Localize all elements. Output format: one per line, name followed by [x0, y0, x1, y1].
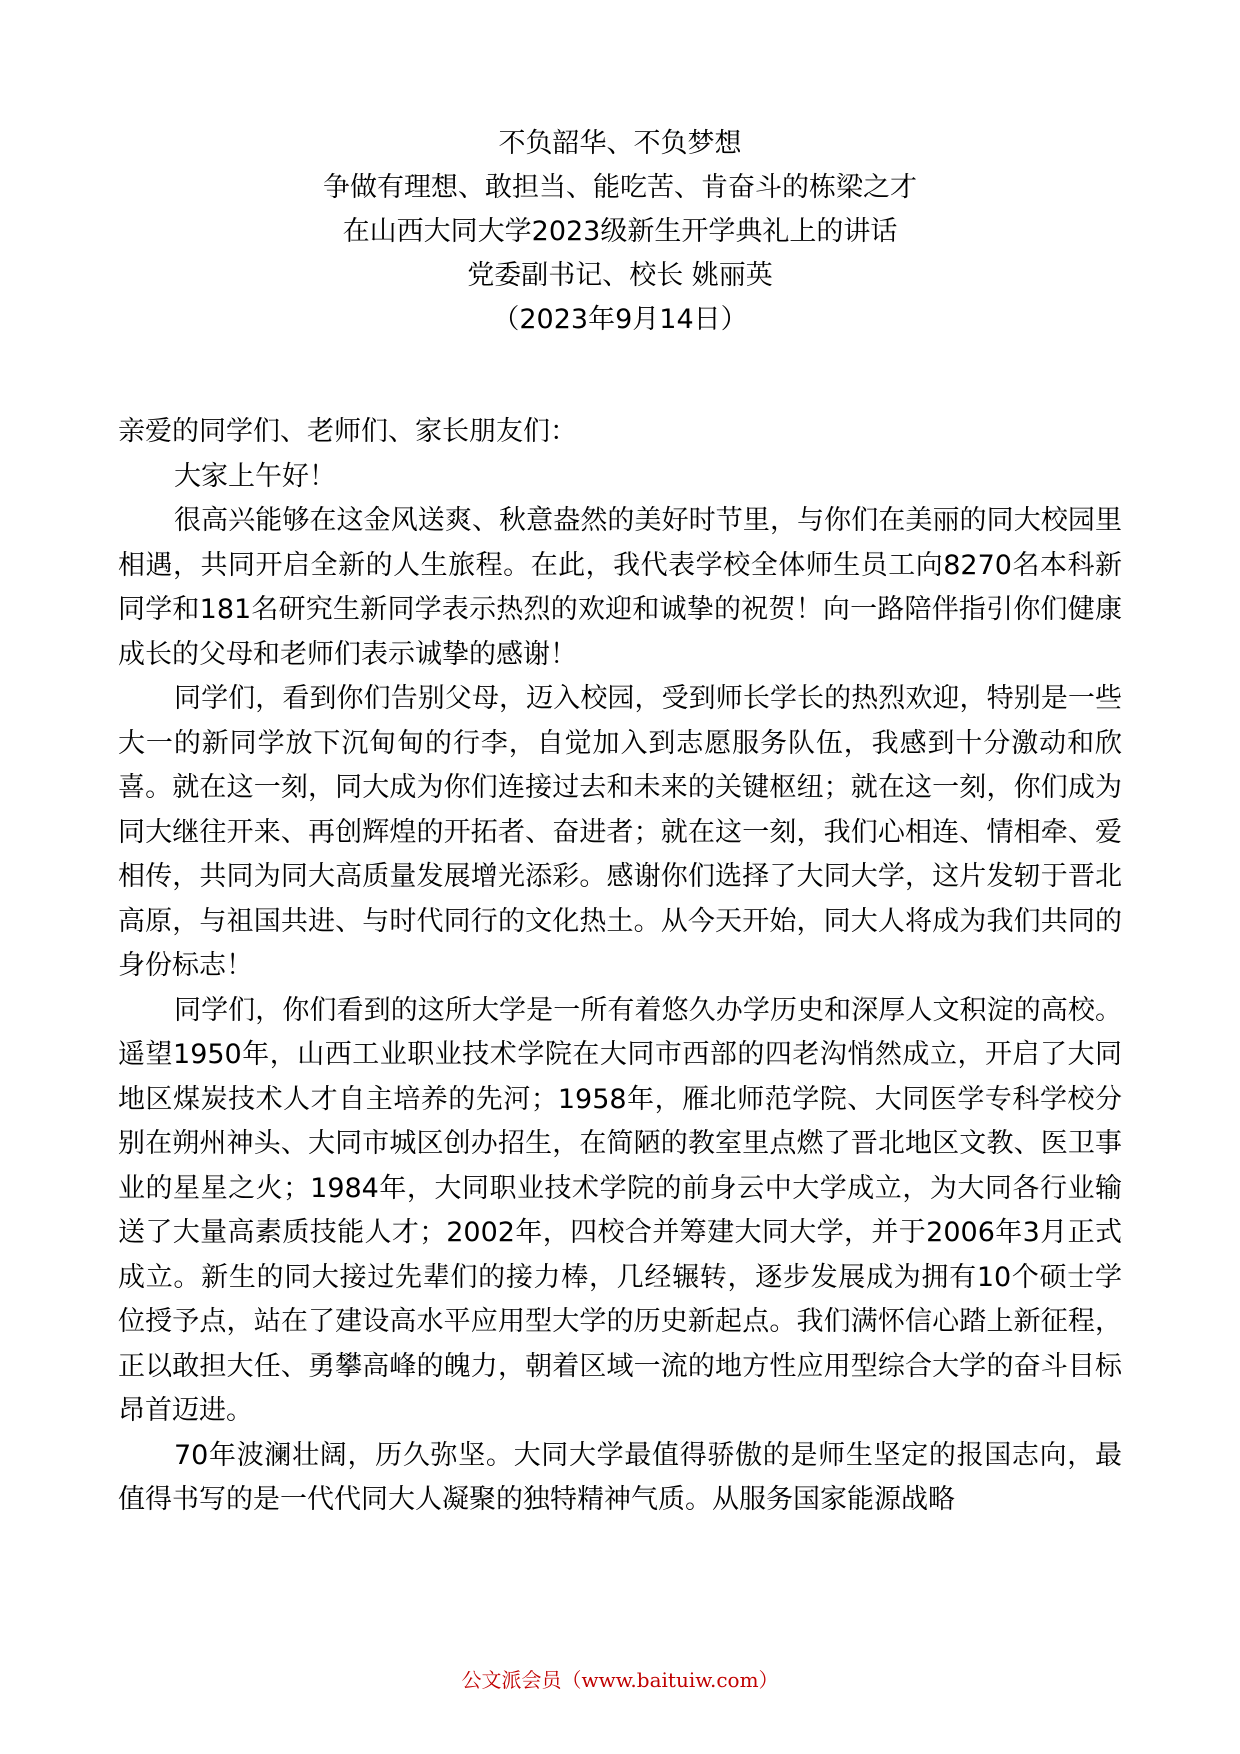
greeting-paragraph: 大家上午好！: [174, 460, 336, 492]
salutation: 亲爱的同学们、老师们、家长朋友们：: [118, 416, 577, 447]
speech-body: [118, 410, 1122, 1523]
body-paragraph: 70年波澜壮阔，历久弥坚。大同大学最值得骄傲的是师生坚定的报国志向，最值得书写的是一代代同大人凝聚的独特精神气质。从服务国家能源战略: [118, 1439, 1122, 1515]
speech-date: （2023年9月14日）: [492, 304, 748, 335]
speaker-line: 党委副书记、校长 姚丽英: [467, 260, 773, 291]
title-block: [0, 122, 1240, 342]
body-paragraph: 同学们，看到你们告别父母，迈入校园，受到师长学长的热烈欢迎，特别是一些大一的新同学放下沉甸甸的行李，自觉加入到志愿服务队伍，我感到十分激动和欣喜。就在这一刻，同大成为你们连接过去和未来的关键枢纽；就在这一刻，你们成为同大继往开来、再创辉煌的开拓者、奋进者；就在这一刻，我们心相连、情相牵、爱相传，共同为同大高质量发展增光添彩。感谢你们选择了大同大学，这片发轫于晋北高原，与祖国共进、与时代同行的文化热土。从今天开始，同大人将成为我们共同的身份标志！: [118, 683, 1122, 981]
speech-title: 不负韶华、不负梦想: [498, 128, 742, 159]
speech-occasion: 在山西大同大学2023级新生开学典礼上的讲话: [342, 216, 898, 247]
body-paragraph: 很高兴能够在这金风送爽、秋意盎然的美好时节里，与你们在美丽的同大校园里相遇，共同开启全新的人生旅程。在此，我代表学校全体师生员工向8270名本科新同学和181名研究生新同学表示热烈的欢迎和诚挚的祝贺！向一路陪伴指引你们健康成长的父母和老师们表示诚挚的感谢！: [118, 505, 1122, 670]
body-paragraph: 同学们，你们看到的这所大学是一所有着悠久办学历史和深厚人文积淀的高校。遥望1950年，山西工业职业技术学院在大同市西部的四老沟悄然成立，开启了大同地区煤炭技术人才自主培养的先河；1958年，雁北师范学院、大同医学专科学校分别在朔州神头、大同市城区创办招生，在简陋的教室里点燃了晋北地区文教、医卫事业的星星之火；1984年，大同职业技术学院的前身云中大学成立，为大同各行业输送了大量高素质技能人才；2002年，四校合并筹建大同大学，并于2006年3月正式成立。新生的同大接过先辈们的接力棒，几经辗转，逐步发展成为拥有10个硕士学位授予点，站在了建设高水平应用型大学的历史新起点。我们满怀信心踏上新征程，正以敢担大任、勇攀高峰的魄力，朝着区域一流的地方性应用型综合大学的奋斗目标昂首迈进。: [118, 994, 1122, 1426]
footer-watermark: 公文派会员（www.baituiw.com）: [461, 1668, 779, 1692]
speech-subtitle: 争做有理想、敢担当、能吃苦、肯奋斗的栋梁之才: [323, 172, 917, 203]
